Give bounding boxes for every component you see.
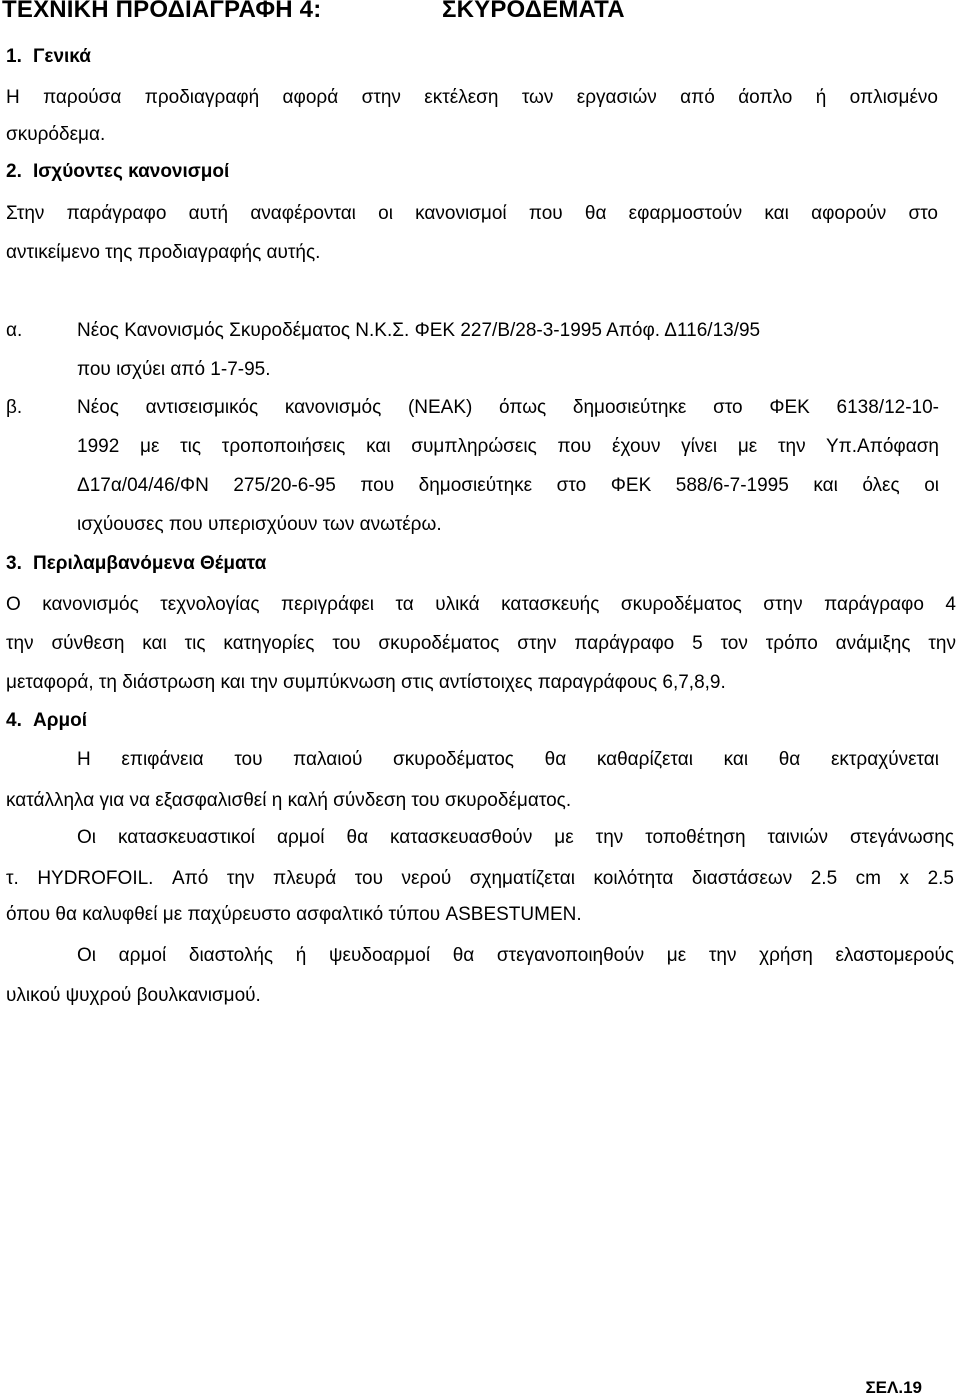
section-4-p3-line-2: υλικού ψυχρού βουλκανισμού. — [6, 985, 261, 1006]
title-subject: ΣΚΥΡΟΔΕΜΑΤΑ — [442, 0, 625, 23]
section-3-line-3: μεταφορά, τη διάστρωση και την συμπύκνωση στις αντίστοιχες παραγράφους 6,7,8,9. — [6, 672, 726, 693]
section-number: 2. — [6, 161, 22, 182]
section-4-p2-line-2: τ. HYDROFOIL. Από την πλευρά του νερού σχηματίζεται κοιλότητα διαστάσεων 2.5 cm x 2.5 — [6, 868, 954, 889]
section-1-line-1: Η παρούσα προδιαγραφή αφορά στην εκτέλεση των εργασιών από άοπλο ή οπλισμένο — [6, 87, 938, 108]
section-1-heading — [6, 46, 91, 68]
item-a-line-2: που ισχύει από 1-7-95. — [77, 359, 271, 380]
item-b-line-1: Νέος αντισεισμικός κανονισμός (ΝΕΑΚ) όπως δημοσιεύτηκε στο ΦΕΚ 6138/12-10- — [77, 397, 939, 418]
title-spec-number: ΤΕΧΝΙΚΗ ΠΡΟΔΙΑΓΡΑΦΗ 4: — [2, 0, 322, 23]
section-4-p1-line-2: κατάλληλα για να εξασφαλισθεί η καλή σύνδεση του σκυροδέματος. — [6, 790, 572, 811]
section-number: 4. — [6, 710, 22, 731]
section-3-heading — [6, 553, 266, 575]
item-b-line-3: Δ17α/04/46/ΦΝ 275/20-6-95 που δημοσιεύτηκε στο ΦΕΚ 588/6-7-1995 και όλες οι — [77, 475, 939, 496]
document-title — [2, 0, 625, 24]
item-a-line-1: Νέος Κανονισμός Σκυροδέματος Ν.Κ.Σ. ΦΕΚ 227/Β/28-3-1995 Απόφ. Δ116/13/95 — [77, 320, 761, 341]
section-4-p2-line-3: όπου θα καλυφθεί με παχύρευστο ασφαλτικό τύπου ASBESTUMEN. — [6, 904, 582, 925]
section-4-p2-line-1: Οι κατασκευαστικοί αρμοί θα κατασκευασθούν με την τοποθέτηση ταινιών στεγάνωσης — [77, 827, 954, 848]
section-title: Γενικά — [33, 46, 91, 67]
section-4-heading — [6, 710, 87, 732]
section-title: Ισχύοντες κανονισμοί — [33, 161, 230, 182]
section-number: 3. — [6, 553, 22, 574]
section-2-line-1: Στην παράγραφο αυτή αναφέρονται οι κανονισμοί που θα εφαρμοστούν και αφορούν στο — [6, 203, 938, 224]
item-a-label: α. — [6, 320, 23, 341]
section-4-p3-line-1: Οι αρμοί διαστολής ή ψευδοαρμοί θα στεγανοποιηθούν με την χρήση ελαστομερούς — [77, 945, 954, 966]
section-3-line-1: Ο κανονισμός τεχνολογίας περιγράφει τα υλικά κατασκευής σκυροδέματος στην παράγραφο 4 — [6, 594, 956, 615]
item-b-line-2: 1992 με τις τροποποιήσεις και συμπληρώσεις που έχουν γίνει με την Υπ.Απόφαση — [77, 436, 939, 457]
section-title: Αρμοί — [33, 710, 87, 731]
section-3-line-2: την σύνθεση και τις κατηγορίες του σκυροδέματος στην παράγραφο 5 τον τρόπο ανάμιξης την — [6, 633, 956, 654]
section-4-p1-line-1: Η επιφάνεια του παλαιού σκυροδέματος θα καθαρίζεται και θα εκτραχύνεται — [77, 749, 939, 770]
item-b-line-4: ισχύουσες που υπερισχύουν των ανωτέρω. — [77, 514, 442, 535]
item-b-label: β. — [6, 397, 23, 418]
section-number: 1. — [6, 46, 22, 67]
section-2-heading — [6, 161, 229, 183]
section-2-line-2: αντικείμενο της προδιαγραφής αυτής. — [6, 242, 321, 263]
section-1-line-2: σκυρόδεμα. — [6, 124, 106, 145]
page-number: ΣΕΛ.19 — [865, 1378, 922, 1397]
section-title: Περιλαμβανόμενα Θέματα — [33, 553, 267, 574]
